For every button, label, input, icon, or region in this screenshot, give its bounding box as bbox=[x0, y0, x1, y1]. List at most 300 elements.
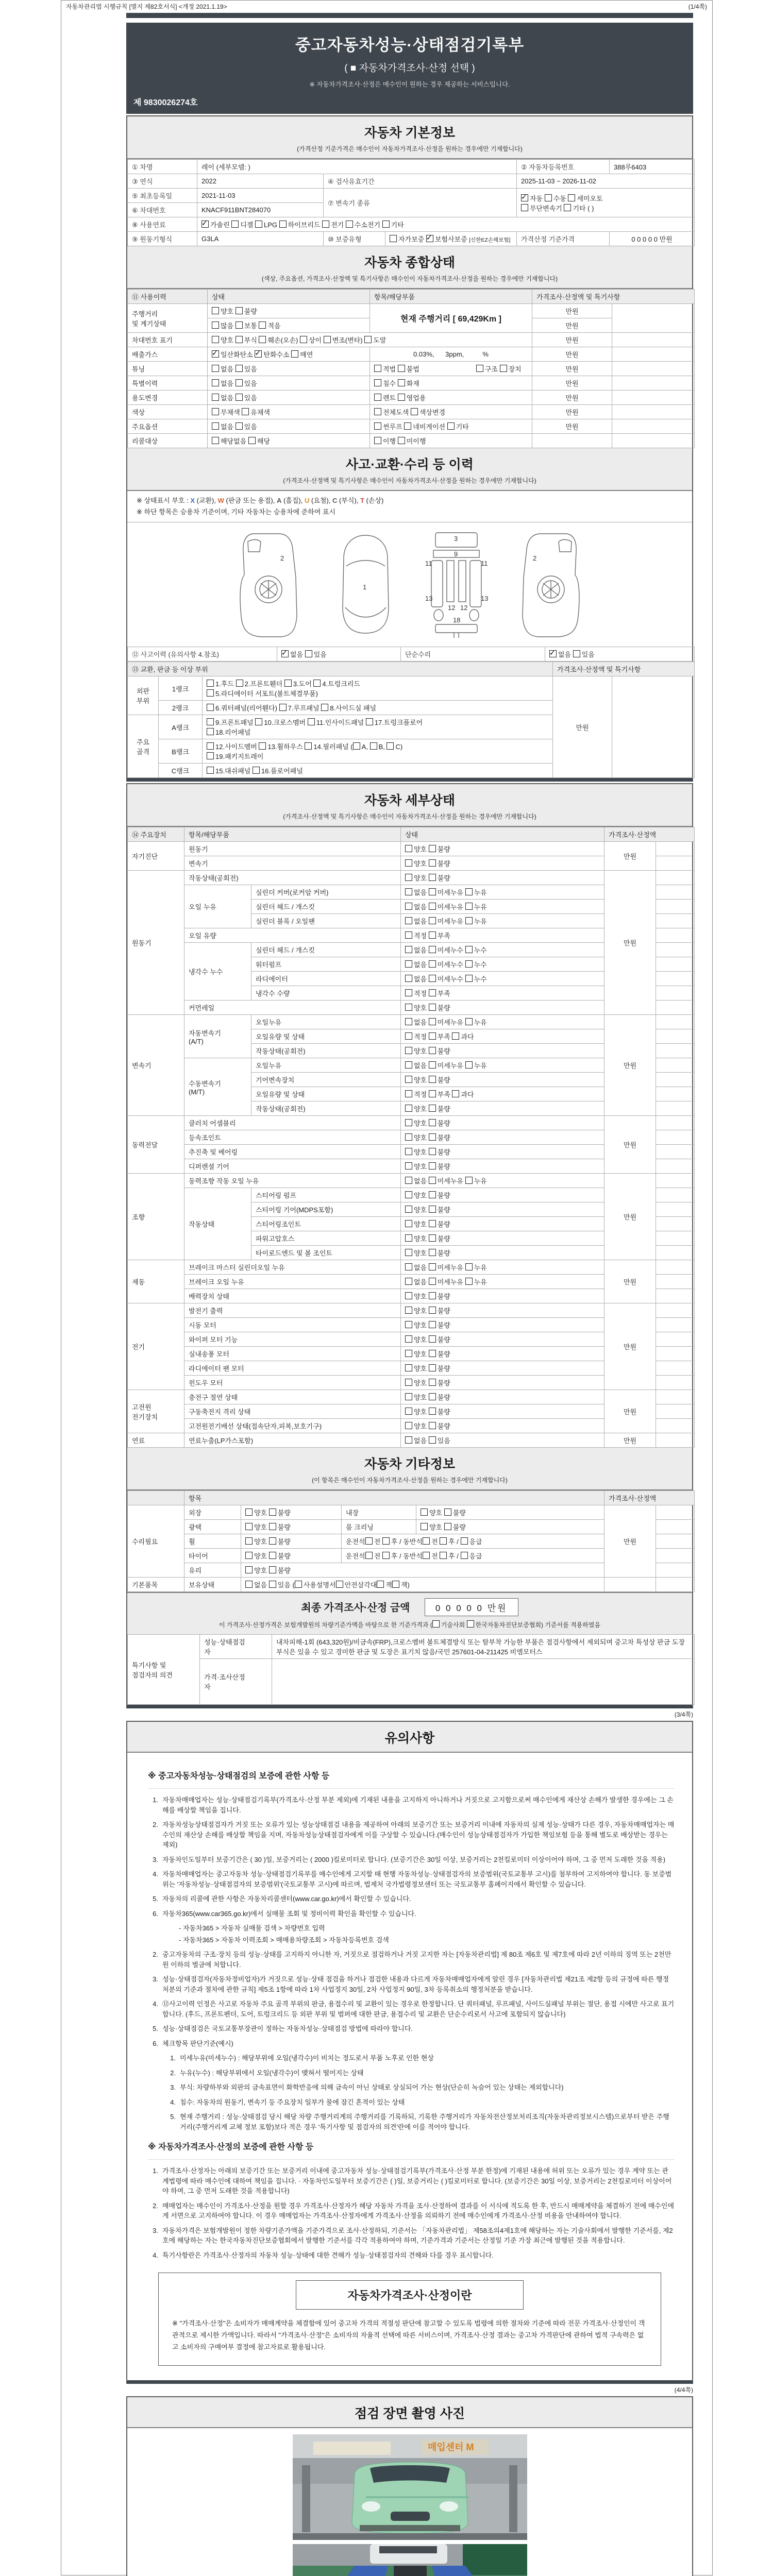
cell bbox=[604, 1578, 656, 1592]
checkbox[interactable] bbox=[324, 336, 331, 343]
notice-item bbox=[145, 2250, 675, 2261]
notice-item-text: 부식: 차량하부와 외판의 금속표면이 화학반응에 의해 금속이 아닌 상태로 상실되어 가는 현상(단순히 녹슬어 있는 상태는 제외합니다) bbox=[180, 2083, 564, 2092]
notice-item-number: 6. bbox=[153, 1909, 158, 1918]
notice-item bbox=[145, 1795, 675, 1815]
checkbox[interactable] bbox=[429, 1105, 436, 1112]
cell: 운전석 전 후 / 동반석 전 후 / 응급 bbox=[342, 1549, 604, 1563]
checkbox[interactable] bbox=[259, 742, 266, 750]
checkbox[interactable] bbox=[465, 1263, 473, 1270]
cell: 만원 bbox=[604, 1116, 656, 1174]
checkbox[interactable] bbox=[405, 888, 412, 895]
checkbox[interactable] bbox=[429, 1321, 436, 1328]
checkbox[interactable] bbox=[377, 1581, 384, 1588]
checkbox[interactable] bbox=[259, 336, 266, 343]
notice-item-number: 5. bbox=[170, 2113, 176, 2121]
checkbox[interactable] bbox=[374, 408, 381, 415]
checkbox[interactable] bbox=[212, 336, 219, 343]
checkbox[interactable] bbox=[405, 1162, 412, 1170]
checkbox[interactable] bbox=[374, 365, 381, 372]
cell bbox=[612, 434, 695, 448]
checkbox[interactable] bbox=[429, 1335, 436, 1343]
checkbox[interactable] bbox=[461, 1552, 468, 1559]
checkbox[interactable] bbox=[465, 946, 473, 953]
checkbox[interactable] bbox=[405, 1119, 412, 1126]
checkbox[interactable] bbox=[305, 742, 312, 750]
checkbox[interactable] bbox=[405, 1090, 412, 1097]
cell: 만원 bbox=[604, 842, 656, 871]
cell: 작동상태(공회전) bbox=[184, 871, 401, 885]
checkbox[interactable] bbox=[429, 1148, 436, 1155]
cell: 동력조향 작동 오일 누유 bbox=[184, 1174, 401, 1188]
checkbox[interactable] bbox=[405, 1335, 412, 1343]
checkbox[interactable] bbox=[212, 365, 219, 372]
checkbox[interactable] bbox=[465, 917, 473, 924]
notice-item bbox=[145, 1999, 675, 2019]
checkbox[interactable] bbox=[405, 1220, 412, 1227]
checkbox[interactable] bbox=[284, 680, 292, 687]
checkbox[interactable] bbox=[405, 1061, 412, 1069]
checkbox[interactable] bbox=[432, 1620, 440, 1628]
checkbox-checked[interactable] bbox=[426, 235, 433, 242]
checkbox[interactable] bbox=[236, 321, 243, 329]
cell: 없음 미세누유 누유 bbox=[401, 914, 604, 928]
checkbox[interactable] bbox=[429, 874, 436, 881]
checkbox[interactable] bbox=[429, 1436, 436, 1444]
notice-item-number: 4. bbox=[153, 2000, 158, 2008]
checkbox[interactable] bbox=[374, 437, 381, 444]
checkbox[interactable] bbox=[405, 1307, 412, 1314]
checkbox[interactable] bbox=[444, 1523, 451, 1530]
checkbox[interactable] bbox=[405, 1018, 412, 1025]
checkbox[interactable] bbox=[429, 946, 436, 953]
table-row bbox=[128, 1390, 695, 1404]
checkbox[interactable] bbox=[429, 1032, 436, 1040]
checkbox[interactable] bbox=[429, 859, 436, 867]
checkbox[interactable] bbox=[370, 742, 377, 750]
checkbox[interactable] bbox=[429, 1364, 436, 1371]
checkbox[interactable] bbox=[429, 917, 436, 924]
checkbox[interactable] bbox=[405, 1148, 412, 1155]
cell: 윈도우 모터 bbox=[184, 1376, 401, 1390]
checkbox[interactable] bbox=[440, 1537, 447, 1545]
cell: 2025-11-03 ~ 2026-11-02 bbox=[517, 174, 695, 189]
checkbox[interactable] bbox=[429, 1047, 436, 1054]
checkbox[interactable] bbox=[212, 307, 219, 314]
checkbox[interactable] bbox=[405, 1436, 412, 1444]
checkbox[interactable] bbox=[398, 394, 405, 401]
cell: 등속조인트 bbox=[184, 1130, 401, 1145]
checkbox[interactable] bbox=[365, 1537, 373, 1545]
inspector-remarks-table bbox=[127, 1634, 692, 1705]
checkbox[interactable] bbox=[207, 689, 214, 697]
checkbox[interactable] bbox=[405, 1263, 412, 1270]
checkbox[interactable] bbox=[429, 1177, 436, 1184]
checkbox[interactable] bbox=[465, 903, 473, 910]
checkbox[interactable] bbox=[429, 975, 436, 982]
checkbox[interactable] bbox=[405, 1321, 412, 1328]
checkbox[interactable] bbox=[429, 1408, 436, 1415]
diagram-label: 12 bbox=[460, 604, 468, 612]
cell: B랭크 bbox=[159, 739, 203, 764]
cell bbox=[612, 391, 695, 405]
cell bbox=[656, 957, 695, 972]
checkbox[interactable] bbox=[429, 903, 436, 910]
cell bbox=[656, 1130, 695, 1145]
cell: 만원 bbox=[532, 362, 612, 376]
checkbox[interactable] bbox=[405, 917, 412, 924]
notice-item-number: 1. bbox=[153, 2167, 158, 2175]
checkbox[interactable] bbox=[429, 1162, 436, 1170]
cell: 없음 있음 bbox=[208, 419, 370, 434]
table-row bbox=[128, 1659, 695, 1705]
cell: 없음 미세누유 누유 bbox=[401, 1174, 604, 1188]
checkbox[interactable] bbox=[245, 1523, 253, 1530]
checkbox[interactable] bbox=[269, 1566, 276, 1573]
checkbox-checked[interactable] bbox=[549, 650, 557, 657]
checkbox[interactable] bbox=[398, 365, 405, 372]
checkbox[interactable] bbox=[465, 960, 473, 968]
cell: 가격조사·산정액 bbox=[604, 827, 695, 842]
checkbox[interactable] bbox=[429, 1350, 436, 1357]
cell: 커먼레일 bbox=[184, 1001, 401, 1015]
checkbox-checked[interactable] bbox=[281, 650, 289, 657]
checkbox[interactable] bbox=[429, 1422, 436, 1429]
cell bbox=[656, 1145, 695, 1159]
table-row bbox=[128, 1505, 695, 1520]
cell: 가격산정 기준가격 bbox=[517, 232, 610, 246]
cell bbox=[656, 1174, 695, 1188]
checkbox[interactable] bbox=[405, 1292, 412, 1299]
checkbox[interactable] bbox=[573, 650, 580, 657]
checkbox[interactable] bbox=[465, 888, 473, 895]
checkbox[interactable] bbox=[568, 194, 575, 201]
checkbox[interactable] bbox=[405, 1278, 412, 1285]
checkbox[interactable] bbox=[245, 1581, 253, 1588]
checkbox[interactable] bbox=[305, 650, 312, 657]
checkbox[interactable] bbox=[521, 204, 528, 211]
checkbox[interactable] bbox=[421, 1509, 428, 1516]
checkbox[interactable] bbox=[405, 1364, 412, 1371]
checkbox[interactable] bbox=[308, 718, 315, 725]
cell: 양호 불량 bbox=[401, 1101, 604, 1116]
cell: 원동기 bbox=[128, 871, 184, 1015]
checkbox[interactable] bbox=[259, 321, 266, 329]
checkbox[interactable] bbox=[236, 394, 243, 401]
checkbox[interactable] bbox=[405, 1249, 412, 1256]
checkbox[interactable] bbox=[405, 1379, 412, 1386]
checkbox[interactable] bbox=[429, 1133, 436, 1141]
cell: 워터펌프 bbox=[251, 957, 401, 972]
checkbox[interactable] bbox=[429, 1191, 436, 1198]
etc-info-table bbox=[127, 1490, 692, 1592]
cell bbox=[656, 1029, 695, 1044]
document-number: 제 9830026274호 bbox=[133, 98, 198, 107]
checkbox[interactable] bbox=[429, 1278, 436, 1285]
checkbox[interactable] bbox=[236, 307, 243, 314]
checkbox[interactable] bbox=[405, 845, 412, 852]
checkbox[interactable] bbox=[452, 1090, 459, 1097]
cell: 만원 bbox=[532, 391, 612, 405]
cell: 항목/해당부품 bbox=[370, 290, 532, 304]
checkbox[interactable] bbox=[461, 1537, 468, 1545]
checkbox[interactable] bbox=[405, 1004, 412, 1011]
checkbox[interactable] bbox=[423, 1552, 430, 1559]
checkbox[interactable] bbox=[564, 204, 571, 211]
checkbox[interactable] bbox=[336, 1581, 343, 1588]
checkbox[interactable] bbox=[405, 1047, 412, 1054]
cell: 주행거리 및 계기상태 bbox=[128, 304, 208, 333]
cell bbox=[656, 943, 695, 957]
checkbox[interactable] bbox=[429, 1379, 436, 1386]
checkbox[interactable] bbox=[212, 379, 219, 386]
table-row bbox=[128, 827, 695, 842]
cell: 만원 bbox=[604, 1015, 656, 1116]
checkbox[interactable] bbox=[405, 903, 412, 910]
checkbox[interactable] bbox=[429, 1076, 436, 1083]
checkbox[interactable] bbox=[405, 975, 412, 982]
checkbox[interactable] bbox=[405, 1234, 412, 1242]
cell bbox=[656, 1303, 695, 1318]
checkbox[interactable] bbox=[405, 1350, 412, 1357]
checkbox[interactable] bbox=[429, 1234, 436, 1242]
checkbox[interactable] bbox=[429, 1004, 436, 1011]
checkbox[interactable] bbox=[374, 422, 381, 430]
checkbox[interactable] bbox=[207, 767, 214, 774]
cell: ✓ 없음 있음 bbox=[545, 647, 695, 662]
cell: 브레이크 오일 누유 bbox=[184, 1275, 401, 1289]
checkbox[interactable] bbox=[405, 1206, 412, 1213]
checkbox[interactable] bbox=[429, 1206, 436, 1213]
checkbox[interactable] bbox=[269, 1523, 276, 1530]
checkbox[interactable] bbox=[429, 1018, 436, 1025]
checkbox[interactable] bbox=[429, 1119, 436, 1126]
checkbox[interactable] bbox=[429, 989, 436, 996]
checkbox[interactable] bbox=[465, 1278, 473, 1285]
cell: 양호 불량 bbox=[401, 1231, 604, 1246]
checkbox[interactable] bbox=[248, 437, 256, 444]
notice-item-text: 특기사항란은 가격조사·산정자의 자동차 성능·상태에 대한 견해가 성능·상태점검자의 견해와 다를 경우 표시합니다. bbox=[162, 2251, 494, 2259]
checkbox[interactable] bbox=[429, 1292, 436, 1299]
checkbox[interactable] bbox=[465, 1061, 473, 1069]
checkbox[interactable] bbox=[231, 221, 239, 228]
table-row bbox=[128, 1015, 695, 1029]
cell: 수리필요 bbox=[128, 1505, 184, 1578]
checkbox[interactable] bbox=[545, 194, 552, 201]
checkbox[interactable] bbox=[429, 1220, 436, 1227]
cell bbox=[656, 1101, 695, 1116]
checkbox[interactable] bbox=[382, 1537, 390, 1545]
checkbox[interactable] bbox=[212, 408, 219, 415]
checkbox[interactable] bbox=[447, 422, 455, 430]
cell: ① 차명 bbox=[128, 160, 197, 174]
cell: 운전석 전 후 / 동반석 전 후 / 응급 bbox=[342, 1534, 604, 1549]
checkbox[interactable] bbox=[382, 221, 390, 228]
notice-box bbox=[126, 1721, 693, 2384]
checkbox[interactable] bbox=[390, 235, 397, 242]
checkbox[interactable] bbox=[212, 394, 219, 401]
cell: 0.03%, 3ppm, % bbox=[370, 347, 532, 362]
notice-item-text: 성능·상태점검자(자동차정비업자)가 거짓으로 성능·상태 점검을 하거나 점검한 내용과 다르게 자동차매매업자에게 알린 경우 [자동차관리법 제21조 제2항 등의 규정에 따른 행정처분의 기준과 절차에 관한 규칙] 제5조 1항에 따라 1차 사업정지 30일, 2차 사업정지 90일, 3차 등록취소의 행정처분을 받습니다. bbox=[162, 1975, 669, 1993]
cell bbox=[656, 1073, 695, 1087]
damage-code-letter: X bbox=[190, 497, 195, 504]
checkbox[interactable] bbox=[245, 1566, 253, 1573]
notice-item-number: 2. bbox=[153, 1821, 158, 1829]
checkbox[interactable] bbox=[440, 1552, 447, 1559]
checkbox[interactable] bbox=[465, 1177, 473, 1184]
cell: 양호 불량 bbox=[416, 1520, 604, 1534]
cell: 시동 모터 bbox=[184, 1318, 401, 1332]
checkbox[interactable] bbox=[404, 422, 411, 430]
checkbox[interactable] bbox=[353, 742, 360, 750]
checkbox[interactable] bbox=[236, 379, 243, 386]
checkbox[interactable] bbox=[295, 1581, 302, 1588]
table-row bbox=[128, 1635, 695, 1659]
checkbox[interactable] bbox=[500, 365, 507, 372]
checkbox[interactable] bbox=[207, 680, 214, 687]
checkbox[interactable] bbox=[398, 379, 405, 386]
checkbox[interactable] bbox=[321, 704, 328, 711]
checkbox[interactable] bbox=[236, 365, 243, 372]
cell bbox=[612, 376, 695, 391]
checkbox[interactable] bbox=[429, 960, 436, 968]
checkbox[interactable] bbox=[429, 1061, 436, 1069]
checkbox[interactable] bbox=[405, 1177, 412, 1184]
checkbox[interactable] bbox=[476, 365, 483, 372]
checkbox[interactable] bbox=[269, 1509, 276, 1516]
checkbox[interactable] bbox=[253, 767, 260, 774]
checkbox[interactable] bbox=[212, 321, 219, 329]
checkbox[interactable] bbox=[392, 1581, 399, 1588]
checkbox[interactable] bbox=[207, 704, 214, 711]
photos-band bbox=[127, 2397, 692, 2428]
checkbox[interactable] bbox=[429, 845, 436, 852]
checkbox[interactable] bbox=[429, 1393, 436, 1400]
checkbox[interactable] bbox=[429, 931, 436, 939]
checkbox-checked[interactable] bbox=[212, 350, 219, 358]
cell bbox=[656, 1188, 695, 1202]
checkbox[interactable] bbox=[421, 1523, 428, 1530]
checkbox[interactable] bbox=[405, 1133, 412, 1141]
cell: ⑫ 사고이력 (유의사항 4.참조) bbox=[128, 647, 277, 662]
checkbox[interactable] bbox=[405, 931, 412, 939]
checkbox[interactable] bbox=[207, 728, 214, 735]
checkbox[interactable] bbox=[444, 1509, 451, 1516]
checkbox[interactable] bbox=[465, 975, 473, 982]
damage-code-letter: T bbox=[360, 497, 364, 504]
checkbox[interactable] bbox=[382, 1552, 390, 1559]
checkbox[interactable] bbox=[467, 1620, 474, 1628]
checkbox[interactable] bbox=[405, 946, 412, 953]
checkbox[interactable] bbox=[245, 1537, 253, 1545]
checkbox[interactable] bbox=[405, 1076, 412, 1083]
checkbox[interactable] bbox=[346, 221, 353, 228]
cell: 양호 불량 bbox=[208, 304, 370, 318]
checkbox[interactable] bbox=[322, 221, 329, 228]
checkbox[interactable] bbox=[365, 1552, 373, 1559]
checkbox[interactable] bbox=[386, 742, 394, 750]
checkbox[interactable] bbox=[245, 1552, 253, 1559]
checkbox[interactable] bbox=[255, 718, 262, 725]
cell: 2021-11-03 bbox=[197, 189, 324, 203]
checkbox[interactable] bbox=[411, 408, 418, 415]
checkbox[interactable] bbox=[374, 394, 381, 401]
checkbox[interactable] bbox=[212, 437, 219, 444]
checkbox[interactable] bbox=[236, 336, 243, 343]
checkbox[interactable] bbox=[236, 422, 243, 430]
checkbox[interactable] bbox=[429, 888, 436, 895]
checkbox[interactable] bbox=[207, 752, 214, 759]
checkbox[interactable] bbox=[366, 718, 373, 725]
checkbox[interactable] bbox=[452, 1032, 459, 1040]
checkbox[interactable] bbox=[269, 1537, 276, 1545]
cell bbox=[272, 1659, 695, 1705]
checkbox[interactable] bbox=[429, 1090, 436, 1097]
checkbox[interactable] bbox=[291, 350, 298, 358]
detail-grid bbox=[127, 827, 695, 1448]
checkbox[interactable] bbox=[423, 1537, 430, 1545]
checkbox[interactable] bbox=[245, 1509, 253, 1516]
checkbox[interactable] bbox=[405, 1408, 412, 1415]
checkbox[interactable] bbox=[405, 1191, 412, 1198]
cell: 브레이크 마스터 실린더오일 누유 bbox=[184, 1260, 401, 1275]
checkbox[interactable] bbox=[255, 221, 262, 228]
cell: 양호 불량 bbox=[241, 1520, 342, 1534]
checkbox[interactable] bbox=[364, 336, 372, 343]
checkbox[interactable] bbox=[405, 874, 412, 881]
checkbox[interactable] bbox=[207, 718, 214, 725]
checkbox[interactable] bbox=[212, 422, 219, 430]
checkbox[interactable] bbox=[429, 1263, 436, 1270]
checkbox[interactable] bbox=[405, 859, 412, 867]
checkbox[interactable] bbox=[398, 437, 405, 444]
cell bbox=[656, 1433, 695, 1448]
cell: 변속기 bbox=[128, 1015, 184, 1116]
notice-section-b-title: ※ 자동차가격조사·산정의 보증에 관한 사항 등 bbox=[148, 2140, 675, 2160]
checkbox[interactable] bbox=[300, 336, 307, 343]
checkbox[interactable] bbox=[405, 960, 412, 968]
checkbox[interactable] bbox=[269, 1581, 276, 1588]
checkbox[interactable] bbox=[374, 379, 381, 386]
checkbox-checked[interactable] bbox=[255, 350, 262, 358]
notice-item-text: 가격조사·산정자는 아래의 보증기간 또는 보증거리 이내에 중고자동차 성능·상태점검기록부(가격조사·산정 부분 한정)에 기재된 내용에 허위 또는 오류가 있는 경우 계약 또는 관계법령에 따라 매수인에 대하여 책임을 집니다. · 자동차인도일부터 보증기간은 ( )일, 보증거리는 ( )킬로미터로 합니다. (보증기간은 30일 이상, 보증거리는 2천킬로미터 이상이어야 하며, 그 중 먼저 도래한 것을 적용합니다) bbox=[162, 2167, 672, 2195]
checkbox[interactable] bbox=[279, 704, 287, 711]
checkbox[interactable] bbox=[236, 680, 243, 687]
definition-body: ※ "가격조사·산정"은 소비자가 매매계약을 체결함에 있어 중고차 가격의 적절성 판단에 참고할 수 있도록 법령에 의한 절차와 기준에 따라 전문 가격조사·산정인이 객관적으로 제시한 가액입니다. 따라서 "가격조사·산정"은 소비자의 자율적 선택에 따른 서비스이며, 가격조사·산정 결과는 중고차 가격판단에 관하여 법적 구속력은 없고 소비자의 구매여부 결정에 참고자료로 활용됩니다. bbox=[172, 2319, 645, 2351]
checkbox[interactable] bbox=[269, 1552, 276, 1559]
notice-item-number: 1. bbox=[153, 1796, 158, 1804]
cell: 추진축 및 베어링 bbox=[184, 1145, 401, 1159]
checkbox-checked[interactable] bbox=[521, 194, 528, 201]
checkbox[interactable] bbox=[313, 680, 321, 687]
diagram-label: 2 bbox=[280, 554, 284, 563]
checkbox[interactable] bbox=[405, 1032, 412, 1040]
checkbox[interactable] bbox=[242, 408, 249, 415]
checkbox[interactable] bbox=[405, 1105, 412, 1112]
checkbox[interactable] bbox=[429, 1249, 436, 1256]
checkbox[interactable] bbox=[465, 1018, 473, 1025]
checkbox[interactable] bbox=[207, 742, 214, 750]
checkbox[interactable] bbox=[279, 221, 287, 228]
checkbox[interactable] bbox=[405, 1422, 412, 1429]
cell: 스티어링 기어(MDPS포함) bbox=[251, 1202, 401, 1217]
cell bbox=[656, 1001, 695, 1015]
checkbox-checked[interactable] bbox=[201, 221, 209, 228]
checkbox[interactable] bbox=[429, 1307, 436, 1314]
cell: 외판 부위 bbox=[128, 676, 159, 715]
definition-box bbox=[158, 2273, 661, 2366]
checkbox[interactable] bbox=[405, 1393, 412, 1400]
checkbox[interactable] bbox=[405, 989, 412, 996]
